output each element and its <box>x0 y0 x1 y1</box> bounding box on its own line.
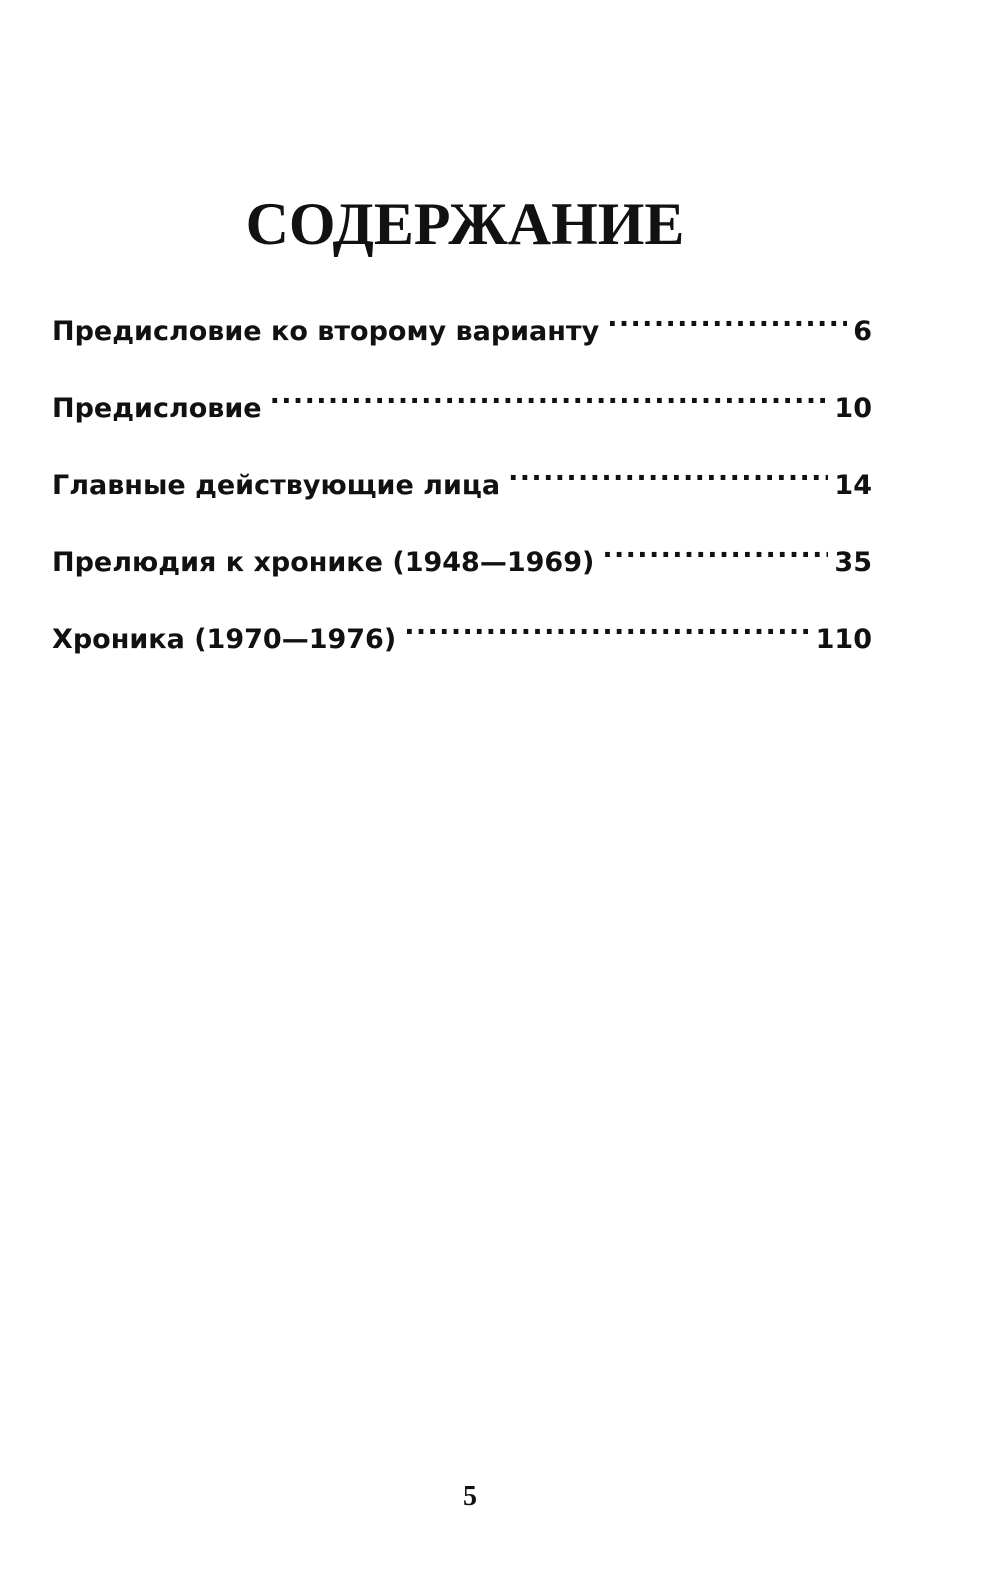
page-number: 5 <box>463 1481 477 1512</box>
dot-leader <box>270 373 829 417</box>
dot-leader <box>607 296 847 340</box>
dot-leader <box>508 450 828 494</box>
toc-entry-page: 14 <box>834 470 872 501</box>
table-of-contents <box>52 296 872 681</box>
page-title: СОДЕРЖАНИЕ <box>245 191 685 257</box>
toc-entry-title: Предисловие <box>52 393 262 424</box>
toc-entry-title: Главные действующие лица <box>52 470 501 501</box>
toc-entry-title: Предисловие ко второму варианту <box>52 316 600 347</box>
toc-entry <box>52 296 872 373</box>
toc-entry <box>52 604 872 681</box>
dot-leader <box>602 527 828 571</box>
toc-entry-page: 10 <box>834 393 872 424</box>
toc-entry-title: Хроника (1970—1976) <box>52 624 397 655</box>
toc-entry-title: Прелюдия к хронике (1948—1969) <box>52 547 595 578</box>
dot-leader <box>404 604 809 648</box>
toc-entry <box>52 527 872 604</box>
toc-entry <box>52 450 872 527</box>
toc-entry-page: 110 <box>815 624 872 655</box>
toc-entry-page: 35 <box>834 547 872 578</box>
toc-entry <box>52 373 872 450</box>
toc-entry-page: 6 <box>853 316 872 347</box>
